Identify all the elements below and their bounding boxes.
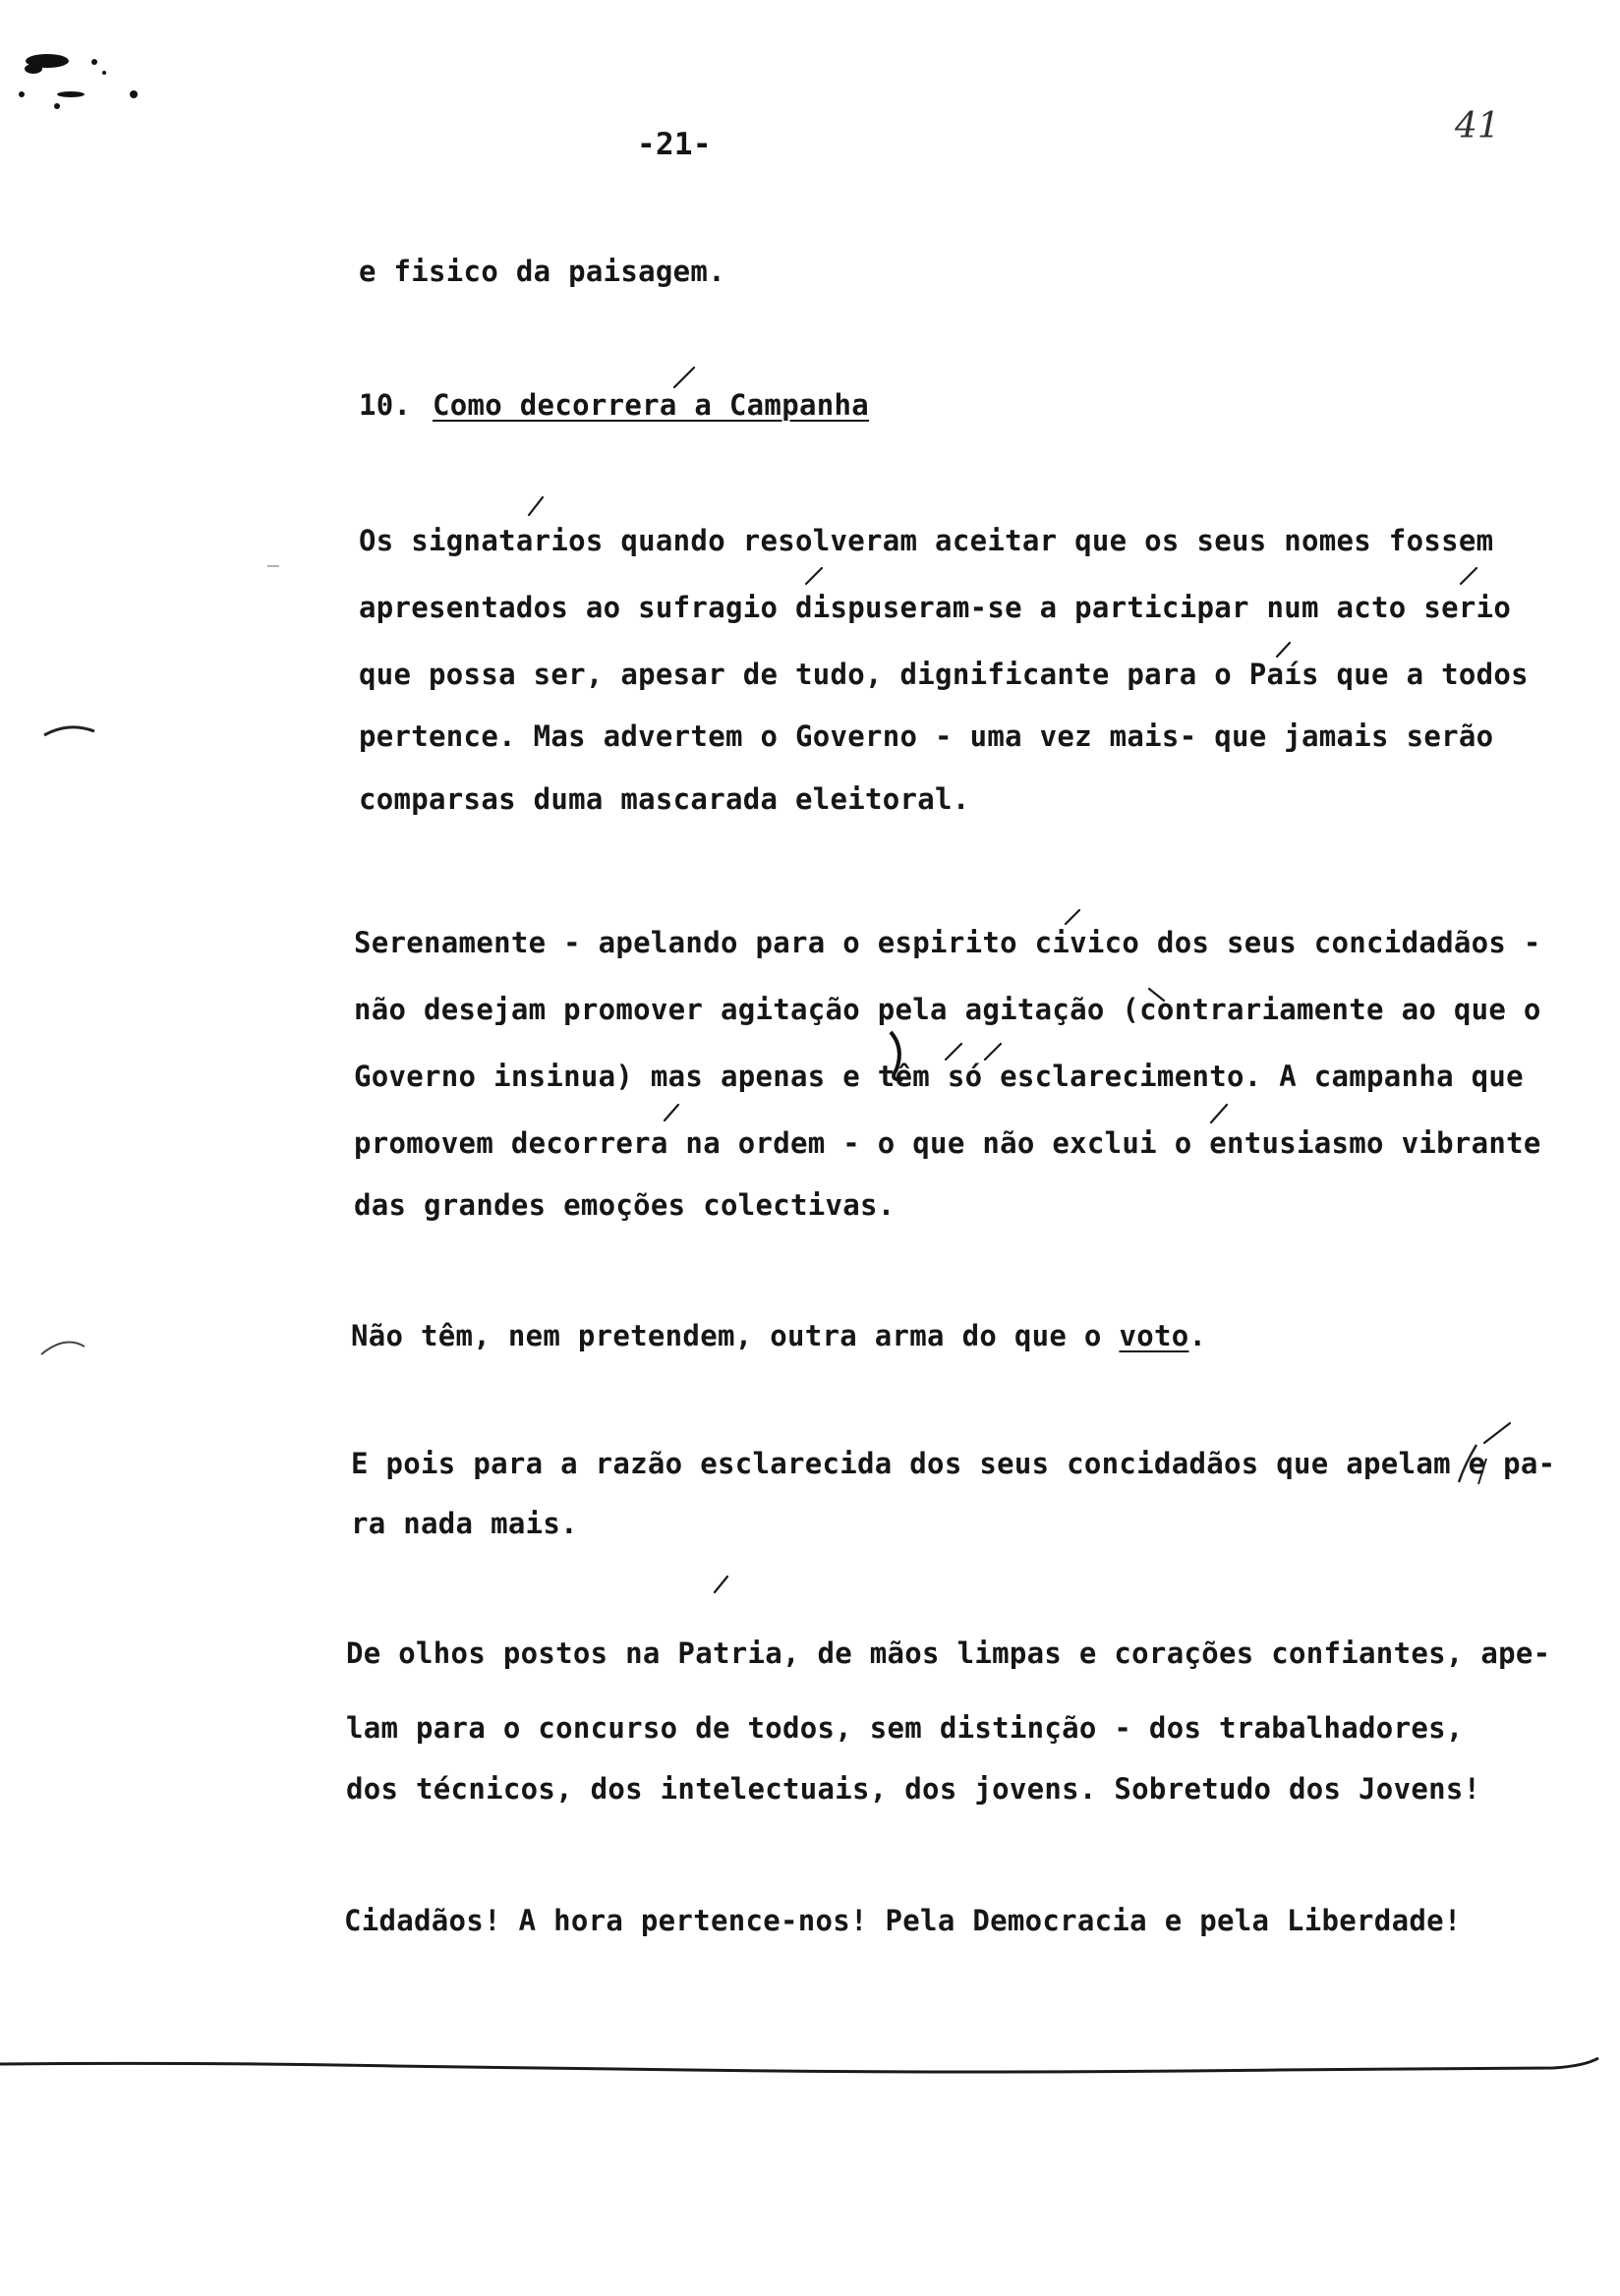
text-line: dos técnicos, dos intelectuais, dos jovens. Sobretudo dos Jovens! [346, 1772, 1481, 1806]
text-fragment: . [1188, 1319, 1207, 1352]
text-line: ra nada mais. [351, 1507, 578, 1540]
text-line: Serenamente - apelando para o espirito civico dos seus concidadãos - [354, 926, 1541, 959]
text-line: que possa ser, apesar de tudo, dignificante para o País que a todos [359, 658, 1529, 691]
text-line: Os signatarios quando resolveram aceitar que os seus nomes fossem [359, 524, 1494, 557]
text-fragment: Não têm, nem pretendem, outra arma do que o [351, 1319, 1102, 1352]
ink-spots [19, 54, 138, 109]
correction-mark [891, 1032, 902, 1079]
text-line: Governo insinua) mas apenas e têm só esclarecimento. A campanha que [354, 1060, 1524, 1093]
accent-marks [529, 368, 1510, 1592]
correction-mark [1459, 1445, 1476, 1482]
margin-mark [41, 1343, 85, 1355]
text-line: Cidadãos! A hora pertence-nos! Pela Democracia e pela Liberdade! [344, 1904, 1462, 1937]
text-line: lam para o concurso de todos, sem distinção - dos trabalhadores, [346, 1711, 1464, 1745]
page-number: -21- [637, 127, 712, 162]
margin-mark [44, 727, 94, 735]
section-heading: Como decorrera a Campanha [433, 388, 869, 422]
underlined-word: voto [1119, 1319, 1189, 1352]
text-line: apresentados ao sufragio dispuseram-se a participar num acto serio [359, 591, 1512, 624]
text-line: E pois para a razão esclarecida dos seus concidadãos que apelam e pa- [351, 1447, 1556, 1480]
text-line: pertence. Mas advertem o Governo - uma vez mais- que jamais serão [359, 719, 1494, 753]
text-line: De olhos postos na Patria, de mãos limpas e corações confiantes, ape- [346, 1636, 1551, 1670]
text-line: comparsas duma mascarada eleitoral. [359, 782, 970, 816]
handwritten-folio-number: 41 [1455, 106, 1500, 146]
section-heading-number: 10. [359, 388, 412, 422]
text-line: não desejam promover agitação pela agitação (contrariamente ao que o [354, 993, 1541, 1026]
text-line: das grandes emoções colectivas. [354, 1188, 896, 1222]
text-line: promovem decorrera na ordem - o que não exclui o entusiasmo vibrante [354, 1126, 1541, 1160]
bottom-rule [0, 2058, 1598, 2072]
text-line: e fisico da paisagem. [359, 255, 725, 288]
correction-mark [1478, 1459, 1486, 1484]
